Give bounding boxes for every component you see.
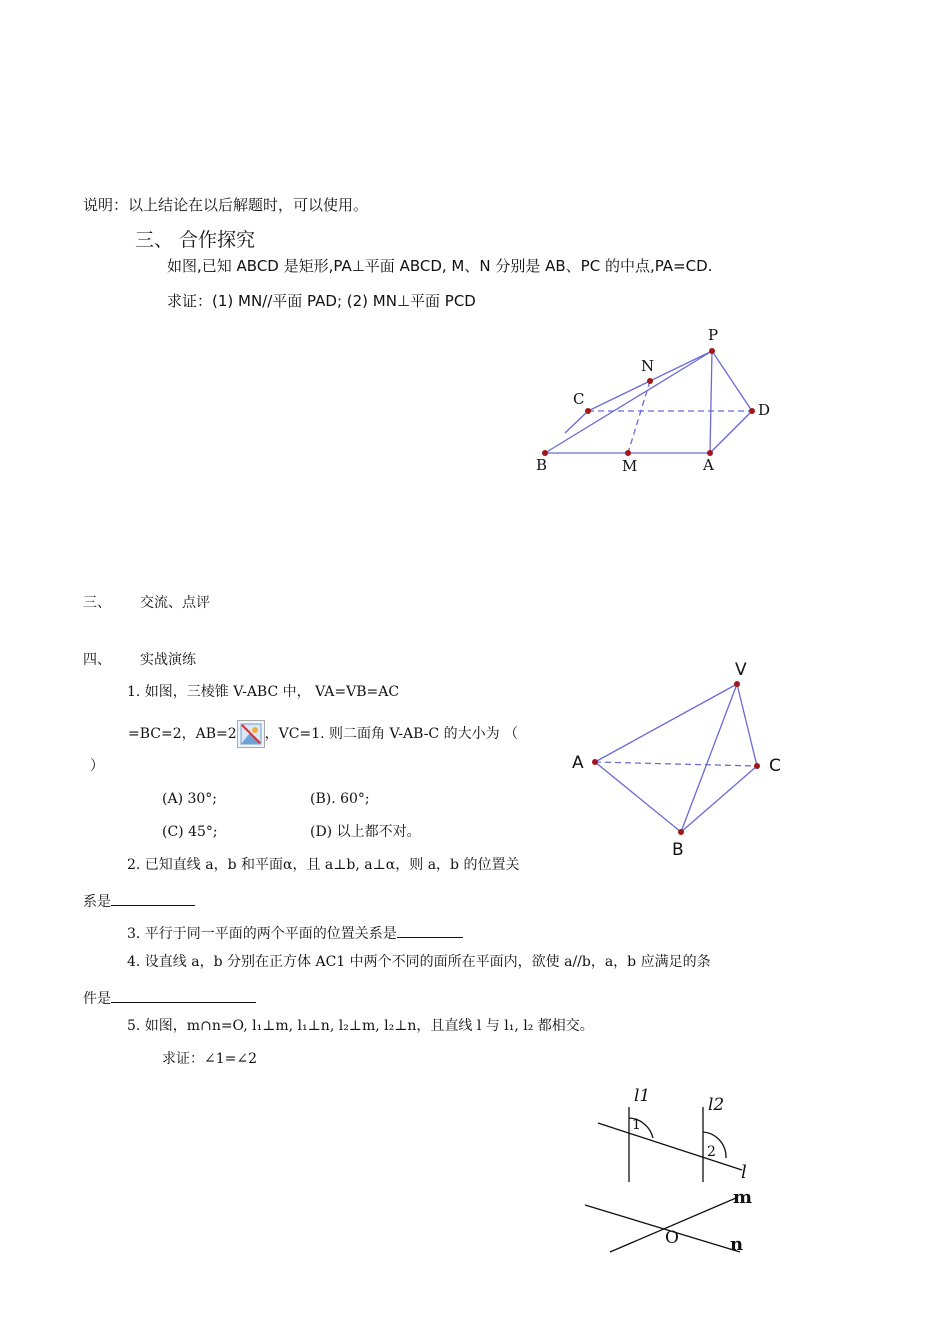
q2-line1: 2. 已知直线 a，b 和平面α，且 a⊥b, a⊥α，则 a，b 的位置关 — [127, 857, 520, 873]
label-A2: A — [572, 753, 584, 773]
q1-line2a: =BC=2，AB=2 — [128, 726, 237, 742]
label-n: n — [730, 1234, 744, 1255]
label-M: M — [622, 457, 638, 475]
section-number-practice: 四、 — [83, 652, 111, 668]
label-A: A — [703, 456, 714, 474]
label-P: P — [708, 326, 719, 344]
q2-line2-text: 系是 — [83, 894, 111, 910]
q3-text: 3. 平行于同一平面的两个平面的位置关系是 — [127, 926, 397, 942]
label-l2: l2 — [708, 1095, 725, 1115]
section-number-exchange: 三、 — [83, 595, 111, 611]
label-m: m — [733, 1187, 753, 1208]
label-D: D — [758, 401, 771, 419]
q5-line1: 5. 如图，m∩n=O, l₁⊥m, l₁⊥n, l₂⊥m, l₂⊥n，且直线 l 与 l₁, l₂ 都相交。 — [127, 1018, 594, 1034]
q1-line3: ） — [90, 758, 104, 774]
label-angle-2: 2 — [707, 1144, 716, 1160]
section-title-exchange: 交流、点评 — [140, 595, 210, 611]
label-B: B — [536, 456, 548, 474]
q1-line1: 1. 如图，三棱锥 V-ABC 中， VA=VB=AC — [127, 684, 400, 700]
label-l1: l1 — [634, 1086, 651, 1106]
label-O: O — [665, 1228, 679, 1248]
line-n — [585, 1205, 740, 1252]
q5-prove: 求证：∠1=∠2 — [162, 1051, 258, 1067]
q1-option-b: (B). 60°; — [310, 791, 370, 807]
label-B2: B — [672, 840, 684, 860]
label-C: C — [573, 390, 585, 408]
label-l: l — [741, 1162, 747, 1183]
note-text: 说明：以上结论在以后解题时，可以使用。 — [83, 196, 369, 214]
label-V: V — [735, 660, 747, 680]
label-N: N — [641, 357, 655, 375]
problem-prove: 求证：(1) MN//平面 PAD; (2) MN⊥平面 PCD — [167, 292, 476, 310]
q4-line1: 4. 设直线 a，b 分别在正方体 AC1 中两个不同的面所在平面内，欲使 a//b，a，b 应满足的条 — [127, 954, 711, 970]
section-heading-cooperative: 三、 合作探究 — [135, 229, 256, 251]
q1-line2b: ，VC=1. 则二面角 V-AB-C 的大小为 （ — [264, 726, 519, 742]
q4-line2-text: 件是 — [83, 991, 111, 1007]
q1-option-a: (A) 30°; — [162, 791, 218, 807]
problem-statement: 如图,已知 ABCD 是矩形,PA⊥平面 ABCD, M、N 分别是 AB、PC 的中点,PA=CD. — [167, 257, 713, 275]
q1-option-c: (C) 45°; — [162, 824, 218, 840]
label-C2: C — [769, 756, 781, 776]
section-title-practice: 实战演练 — [140, 652, 196, 668]
q1-option-d: (D) 以上都不对。 — [310, 824, 421, 840]
label-angle-1: 1 — [632, 1117, 641, 1133]
line-l — [598, 1123, 742, 1170]
